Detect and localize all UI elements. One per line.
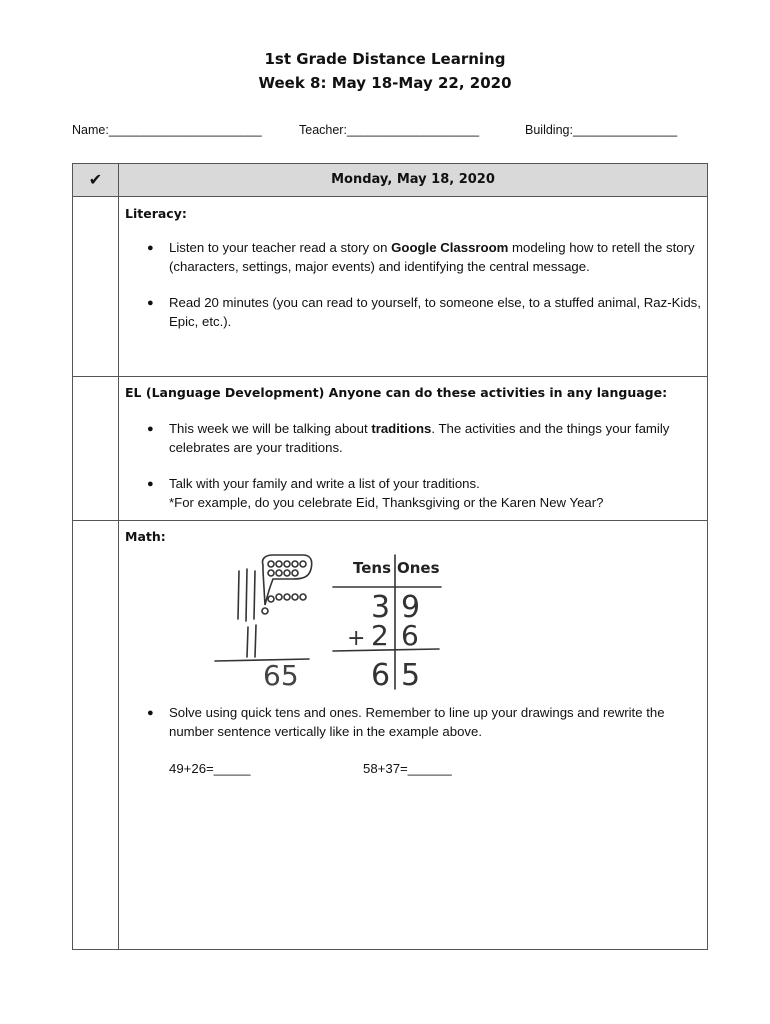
result-left: 65 xyxy=(263,659,299,692)
plus-sign: + xyxy=(347,626,366,651)
list-item: ● Listen to your teacher read a story on Google Classroom modeling how to retell the story (characters, settings, major events) and identifying the central message. xyxy=(147,240,695,274)
row-divider xyxy=(73,520,707,521)
math-title: Math: xyxy=(125,529,166,544)
math-section xyxy=(125,529,705,544)
list-item: ● This week we will be talking about traditions. The activities and the things your family celebrates are your traditions. xyxy=(147,421,670,455)
tens-label: Tens xyxy=(353,559,392,577)
problem-2: 58+37=______ xyxy=(363,761,452,776)
el-section xyxy=(125,385,705,512)
teacher-field[interactable]: Teacher:___________________ xyxy=(299,123,480,137)
bullet-icon: ● xyxy=(147,242,154,254)
el-list xyxy=(125,420,705,512)
bullet-icon: ● xyxy=(147,707,154,719)
literacy-section xyxy=(125,206,705,331)
literacy-list xyxy=(125,239,705,331)
row-divider xyxy=(73,376,707,377)
math-list xyxy=(125,704,705,741)
math-instructions xyxy=(125,704,705,741)
bottom-ones-digit: 6 xyxy=(401,619,419,652)
quick-tens-ones-example-image xyxy=(213,549,449,695)
table-header xyxy=(73,164,707,197)
document-title: 1st Grade Distance Learning xyxy=(264,50,506,68)
bullet-icon: ● xyxy=(147,423,154,435)
literacy-title: Literacy: xyxy=(125,206,187,221)
day-header: Monday, May 18, 2020 xyxy=(331,172,495,187)
schedule-table xyxy=(72,163,708,950)
list-item: ● Talk with your family and write a list of your traditions. *For example, do you celebrate Eid, Thanksgiving or the Karen New Year? xyxy=(147,476,604,510)
problem-1: 49+26=_____ xyxy=(169,761,251,776)
bullet-icon: ● xyxy=(147,297,154,309)
checkmark-icon: ✔ xyxy=(73,164,119,196)
ones-label: Ones xyxy=(397,559,440,577)
bottom-tens-digit: 2 xyxy=(371,619,389,652)
el-title: EL (Language Development) Anyone can do these activities in any language: xyxy=(125,385,668,400)
list-item: ● Solve using quick tens and ones. Remember to line up your drawings and rewrite the number sentence vertically like in the example above. xyxy=(147,705,665,739)
result-tens-digit: 6 xyxy=(371,658,391,693)
result-ones-digit: 5 xyxy=(401,658,421,693)
building-field[interactable]: Building:_______________ xyxy=(525,123,678,137)
list-item: ● Read 20 minutes (you can read to yourself, to someone else, to a stuffed animal, Raz-Kids, Epic, etc.). xyxy=(147,295,701,329)
top-tens-digit: 3 xyxy=(371,590,391,625)
name-field[interactable]: Name:______________________ xyxy=(72,123,262,137)
top-ones-digit: 9 xyxy=(401,590,421,625)
bullet-icon: ● xyxy=(147,478,154,490)
document-subtitle: Week 8: May 18-May 22, 2020 xyxy=(258,74,512,92)
column-divider xyxy=(118,196,119,950)
